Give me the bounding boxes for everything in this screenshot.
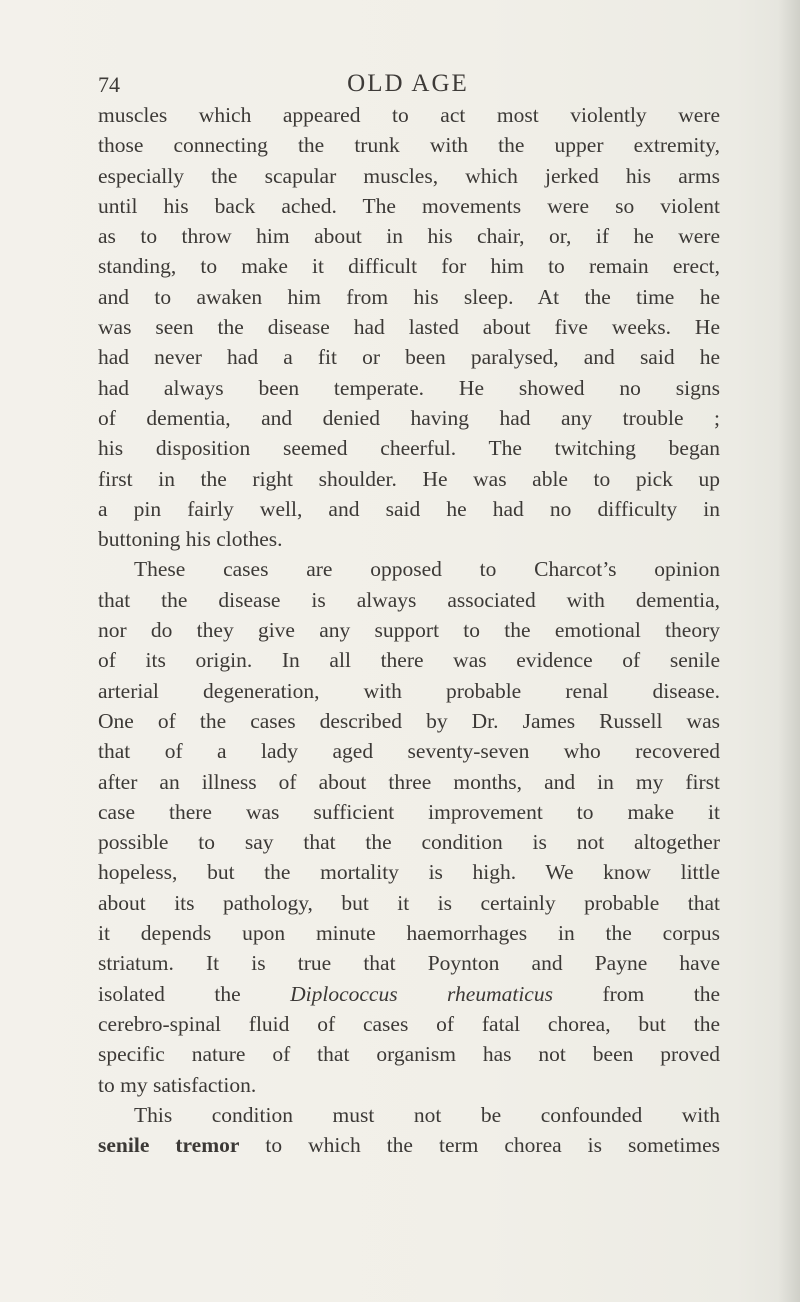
text-line: specific nature of that organism has not been proved	[98, 1042, 720, 1067]
text-line: until his back ached. The movements were so violent	[98, 193, 720, 218]
paragraph-3	[98, 1100, 720, 1161]
text-line: One of the cases described by Dr. James Russell was	[98, 708, 720, 733]
text-line: that of a lady aged seventy-seven who recovered	[98, 739, 720, 764]
text-line: to my satisfaction.	[98, 1072, 257, 1097]
body-text	[98, 100, 720, 1160]
text-line: a pin fairly well, and said he had no difficulty in	[98, 496, 720, 521]
paragraph-2	[98, 554, 720, 1099]
text-line: hopeless, but the mortality is high. We know little	[98, 860, 720, 885]
bold-term: senile tremor	[98, 1133, 240, 1158]
running-head: OLD AGE	[347, 70, 469, 97]
text-line: first in the right shoulder. He was able to pick up	[98, 466, 720, 491]
page-number: 74	[98, 72, 120, 97]
text-line: buttoning his clothes.	[98, 527, 283, 552]
text-line: his disposition seemed cheerful. The twitching began	[98, 436, 720, 461]
text-line: had always been temperate. He showed no signs	[98, 375, 720, 400]
text-line: case there was sufficient improvement to make it	[98, 799, 720, 824]
text-line-with-italic	[98, 979, 720, 1009]
text-fragment: to which the term chorea is sometimes	[239, 1133, 720, 1158]
text-line: nor do they give any support to the emotional theory	[98, 618, 720, 643]
text-line: This condition must not be confounded with	[134, 1102, 720, 1127]
text-line: These cases are opposed to Charcot’s opinion	[134, 557, 720, 582]
text-line: that the disease is always associated with dementia,	[98, 587, 720, 612]
text-line: those connecting the trunk with the upper extremity,	[98, 133, 720, 158]
text-line-with-bold	[98, 1130, 720, 1160]
text-line: about its pathology, but it is certainly probable that	[98, 890, 720, 915]
text-line: and to awaken him from his sleep. At the time he	[98, 284, 720, 309]
text-line: arterial degeneration, with probable renal disease.	[98, 678, 720, 703]
italic-species-name: Diplococcus rheumaticus	[290, 981, 553, 1006]
text-line: it depends upon minute haemorrhages in the corpus	[98, 921, 720, 946]
text-line: had never had a fit or been paralysed, and said he	[98, 345, 720, 370]
text-line: cerebro-spinal fluid of cases of fatal chorea, but the	[98, 1011, 720, 1036]
text-fragment: from the	[552, 981, 720, 1006]
page-edge-shadow	[778, 0, 800, 1302]
text-fragment: isolated the	[98, 981, 291, 1006]
text-line: striatum. It is true that Poynton and Payne have	[98, 951, 720, 976]
text-line: after an illness of about three months, and in my first	[98, 769, 720, 794]
text-line: standing, to make it difficult for him to remain erect,	[98, 254, 720, 279]
paragraph-1	[98, 100, 720, 554]
text-line: possible to say that the condition is not altogether	[98, 830, 720, 855]
text-line: as to throw him about in his chair, or, if he were	[98, 224, 720, 249]
text-line: of dementia, and denied having had any trouble ;	[98, 405, 720, 430]
text-line: was seen the disease had lasted about five weeks. He	[98, 315, 720, 340]
text-line: muscles which appeared to act most violently were	[98, 103, 720, 127]
text-line: of its origin. In all there was evidence of senile	[98, 648, 720, 673]
text-line: especially the scapular muscles, which jerked his arms	[98, 163, 720, 188]
